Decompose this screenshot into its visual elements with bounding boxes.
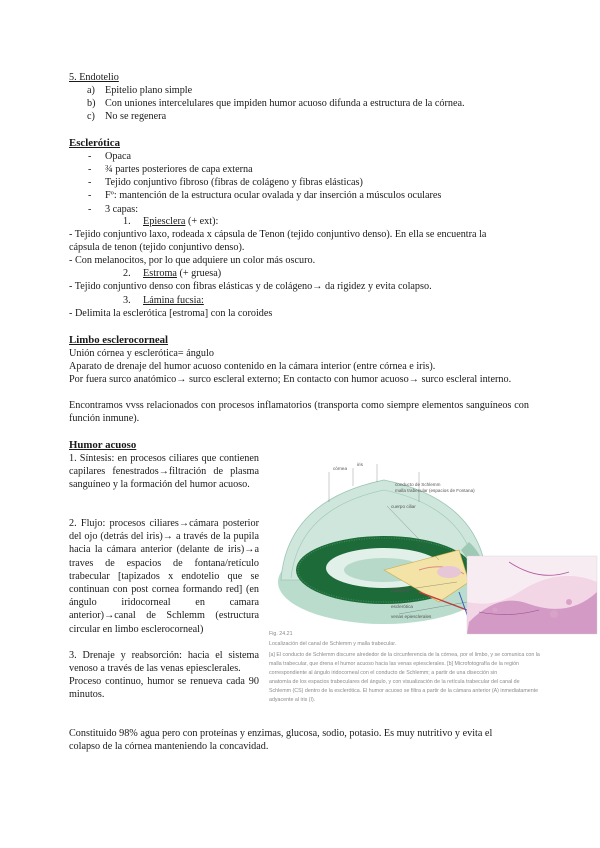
label-esclerotica: esclerótica: [391, 604, 413, 609]
esclerotica-bullet: Tejido conjuntivo fibroso (fibras de colágeno y fibras elásticas): [105, 177, 363, 188]
humor-paragraph-sintesis: 1. Síntesis: en procesos ciliares que contienen capilares fenestrados→filtración de plasma sanguíneo y la formación del humor acuoso.: [69, 453, 259, 491]
capa-suffix: (+ gruesa): [176, 268, 222, 279]
figure-caption-line: [a] El conducto de Schlemm discurre alrededor de la circunferencia de la córnea, por el limbo, y se comunica con la: [269, 652, 540, 658]
limbo-paragraph: Encontramos vvss relacionados con procesos inflamatorios (transporta como siempre elementos sanguíneos con función inmune).: [69, 400, 529, 424]
bullet-dash: -: [88, 151, 92, 162]
figure-schlemm: [269, 442, 599, 712]
label-cuerpo-ciliar: cuerpo ciliar: [391, 504, 416, 509]
humor-heading: Humor acuoso: [69, 439, 137, 451]
figure-caption-line: Schlemm (CS) dentro de la esclerótica. El humor acuoso se filtra a partir de la cámara anterior (A) inmediatamente: [269, 688, 539, 694]
capa-name: Estroma: [143, 268, 177, 279]
capa-line: - Tejido conjuntivo denso con fibras elásticas y de colágeno→ da rigidez y evita colapso.: [69, 281, 432, 292]
limbo-line: Unión córnea y esclerótica= ángulo: [69, 348, 214, 359]
bullet-dash: -: [88, 164, 92, 175]
closing-line: Constituido 98% agua pero con proteínas y enzimas, glucosa, sodio, potasio. Es muy nutritivo y evita el: [69, 728, 493, 739]
limbo-paragraph: Por fuera surco anatómico→ surco escleral externo; En contacto con humor acuoso→ surco escleral interno.: [69, 374, 512, 385]
label-iris: iris: [357, 462, 363, 467]
esclerotica-bullet: ¾ partes posteriores de capa externa: [105, 164, 253, 175]
figure-caption-title: Localización del canal de Schlemm y malla trabecular.: [269, 641, 397, 647]
figure-caption-line: correspondiente al ángulo iridocorneal con el conducto de Schlemm; a partir de una disección sin: [269, 670, 498, 676]
endotelio-item-a: Epitelio plano simple: [105, 85, 193, 96]
esclerotica-bullet: 3 capas:: [105, 204, 139, 215]
label-cristalino: cristalino: [391, 588, 410, 593]
capa-lamina-fucsia: [143, 294, 204, 307]
label-venas: venas epiesclerales: [391, 614, 432, 619]
endotelio-item-marker-a: a): [87, 85, 95, 96]
capa-name: Epiesclera: [143, 216, 186, 227]
esclerotica-bullet: Fº: mantención de la estructura ocular ovalada y dar inserción a músculos oculares: [105, 190, 442, 201]
capa-number: 1.: [123, 216, 131, 227]
esclerotica-bullet: Opaca: [105, 151, 132, 162]
capa-number: 3.: [123, 295, 131, 306]
endotelio-item-c: No se regenera: [105, 111, 167, 122]
capa-number: 2.: [123, 268, 131, 279]
bullet-dash: -: [88, 204, 92, 215]
figure-caption-line: adyacente al iris (I).: [269, 697, 316, 703]
limbo-heading: Limbo esclerocorneal: [69, 334, 169, 346]
label-cornea: córnea: [333, 466, 348, 471]
capa-line: - Con melanocitos, por lo que adquiere un color más oscuro.: [69, 255, 316, 266]
capa-epiesclera: [143, 215, 218, 228]
endotelio-item-marker-c: c): [87, 111, 95, 122]
capa-suffix: (+ ext):: [185, 216, 219, 227]
capa-estroma: [143, 267, 221, 280]
capa-name: Lámina fucsia:: [143, 295, 204, 306]
capa-line: cápsula de tenon (tejido conjuntivo denso).: [69, 242, 245, 253]
humor-paragraph-drenaje: 3. Drenaje y reabsorción: hacia el sistema venoso a través de las venas epiesclerales.: [69, 650, 259, 675]
endotelio-item-b: Con uniones intercelulares que impiden humor acuoso difunda a estructura de la córnea.: [105, 98, 465, 109]
figure-caption-line: malla trabecular, que drena el humor acuoso hacia las venas epiesclerales. [b] Microfotografía de la región: [269, 661, 519, 667]
humor-paragraph-proceso: Proceso continuo, humor se renueva cada 90 minutos.: [69, 676, 259, 701]
closing-line: colapso de la córnea manteniendo la concavidad.: [69, 741, 269, 752]
bullet-dash: -: [88, 177, 92, 188]
limbo-line: Aparato de drenaje del humor acuoso contenido en la cámara interior (entre córnea e iris).: [69, 361, 436, 372]
eye-illustration: [269, 442, 599, 637]
humor-paragraph-flujo: 2. Flujo: procesos ciliares→cámara posterior del ojo (detrás del iris)→ a través de la pupila hacia la cámara anterior (delante de iris)→a traves de espacios de fontana/retículo trabecular [tapizados x endotelio que se continuan con post cornea formando red] (en ángulo iridocorneal en camara anterior)→canal de Schlemm (estructura circular en limbo esclerocorneal): [69, 518, 259, 635]
label-trabecular: malla trabecular (espacios de Fontana): [395, 488, 475, 493]
capa-line: - Tejido conjuntivo laxo, rodeada x cápsula de Tenon (tejido conjuntivo denso). En ella se encuentra la: [69, 229, 487, 240]
bullet-dash: -: [88, 190, 92, 201]
capa-line: - Delimita la esclerótica [estroma] con la coroides: [69, 308, 273, 319]
label-canal: conducto de Schlemm: [395, 482, 441, 487]
endotelio-item-marker-b: b): [87, 98, 96, 109]
figure-caption-line: anatomía de los espacios trabeculares del ángulo, y con visualización de la retícula trabecular del canal de: [269, 679, 520, 685]
esclerotica-heading: Esclerótica: [69, 137, 120, 149]
endotelio-title: 5. Endotelio: [69, 72, 119, 83]
figure-number: Fig. 24.21: [269, 631, 293, 637]
